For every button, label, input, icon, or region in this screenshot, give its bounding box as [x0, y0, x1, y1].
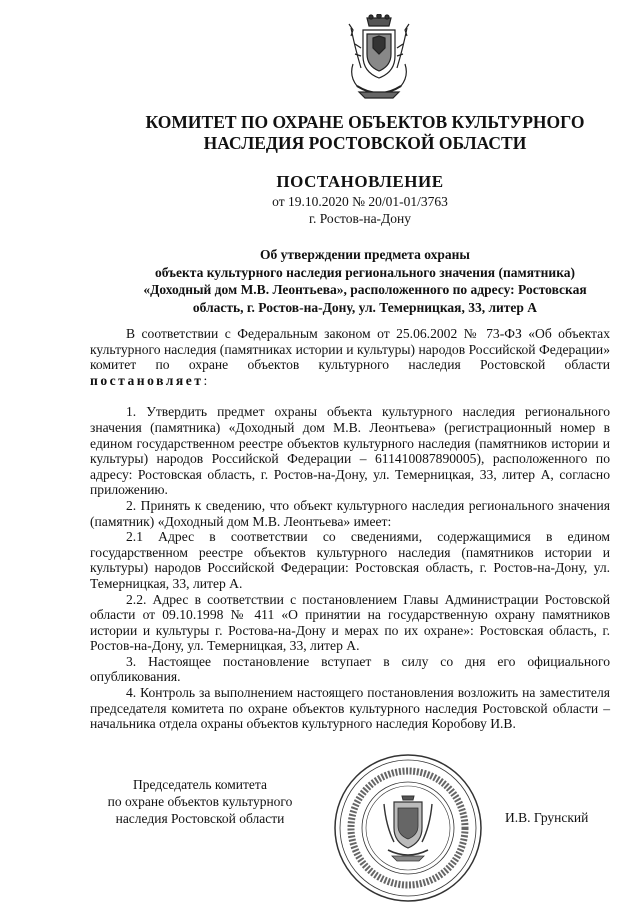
subject-line2: объекта культурного наследия регионального значения (памятника) [154, 264, 576, 280]
decision-word: постановляет [90, 372, 204, 388]
decree-subject [110, 246, 620, 316]
decree-title: ПОСТАНОВЛЕНИЕ [276, 172, 444, 191]
subject-line3: «Доходный дом М.В. Леонтьева», расположенного по адресу: Ростовская [143, 282, 587, 297]
preamble-paragraph [90, 326, 610, 388]
item-2-1: 2.1 Адрес в соответствии со сведениями, содержащимися в едином государственном реестре объектов культурного наследия (памятников истории и культуры) народов Российской Федерации: Ростовская область, г. Ростов-на-Дону, ул. Темерницкая, 33, литер А. [90, 529, 610, 591]
item-2-2: 2.2. Адрес в соответствии с постановлением Главы Администрации Ростовской области от 09.10.1998 № 411 «О принятии на государственную охрану памятников истории и культуры г. Ростова-на-Дону и мерах по их охране»: Ростовская область, г. Ростов-на-Дону, ул. Темерницкая, 33, литер А. [90, 591, 610, 654]
coat-of-arms-emblem [345, 14, 413, 100]
signatory-position-line3: наследия Ростовской области [115, 811, 285, 826]
subject-line4: область, г. Ростов-на-Дону, ул. Темерницкая, 33, литер А [192, 299, 538, 315]
item-2: 2. Принять к сведению, что объект культурного наследия регионального значения (памятник) «Доходный дом М.В. Леонтьева» имеет: [90, 497, 610, 529]
committee-name-line1: КОМИТЕТ ПО ОХРАНЕ ОБЪЕКТОВ КУЛЬТУРНОГО [145, 112, 585, 132]
preamble-colon: : [203, 372, 208, 388]
item-4: 4. Контроль за выполнением настоящего постановления возложить на заместителя председателя комитета по охране объектов культурного наследия Ростовской области – начальника отдела охраны объектов культурного наследия Коробову И.В. [90, 685, 610, 732]
committee-name [120, 112, 610, 154]
decree-date-number: от 19.10.2020 № 20/01-01/3763 [272, 194, 448, 209]
preamble-text: В соответствии с Федеральным законом от 25.06.2002 № 73-ФЗ «Об объектах культурного наследия (памятниках истории и культуры) народов Российской Федерации» комитет по охране объектов культурного наследия Ростовской области [90, 326, 610, 373]
signatory-name: И.В. Грунский [505, 810, 589, 825]
committee-name-line2: НАСЛЕДИЯ РОСТОВСКОЙ ОБЛАСТИ [203, 133, 527, 153]
signatory-position-line1: Председатель комитета [133, 777, 267, 792]
item-1: 1. Утвердить предмет охраны объекта культурного наследия регионального значения (памятника) «Доходный дом М.В. Леонтьева» (регистрационный номер в едином государственном реестре объектов культурного наследия (памятников истории и культуры) народов Российской Федерации – 611410087890005), расположенного по адресу: Ростовская область, г. Ростов-на-Дону, ул. Темерницкая, 33, литер А, согласно приложению. [90, 404, 610, 498]
signatory-position-line2: по охране объектов культурного [107, 794, 293, 809]
document-body [90, 326, 610, 732]
subject-line1: Об утверждении предмета охраны [260, 247, 470, 262]
decree-city: г. Ростов-на-Дону [308, 211, 411, 226]
official-seal [332, 752, 484, 904]
signatory-position [80, 776, 320, 827]
item-3: 3. Настоящее постановление вступает в силу со дня его официального опубликования. [90, 653, 610, 685]
